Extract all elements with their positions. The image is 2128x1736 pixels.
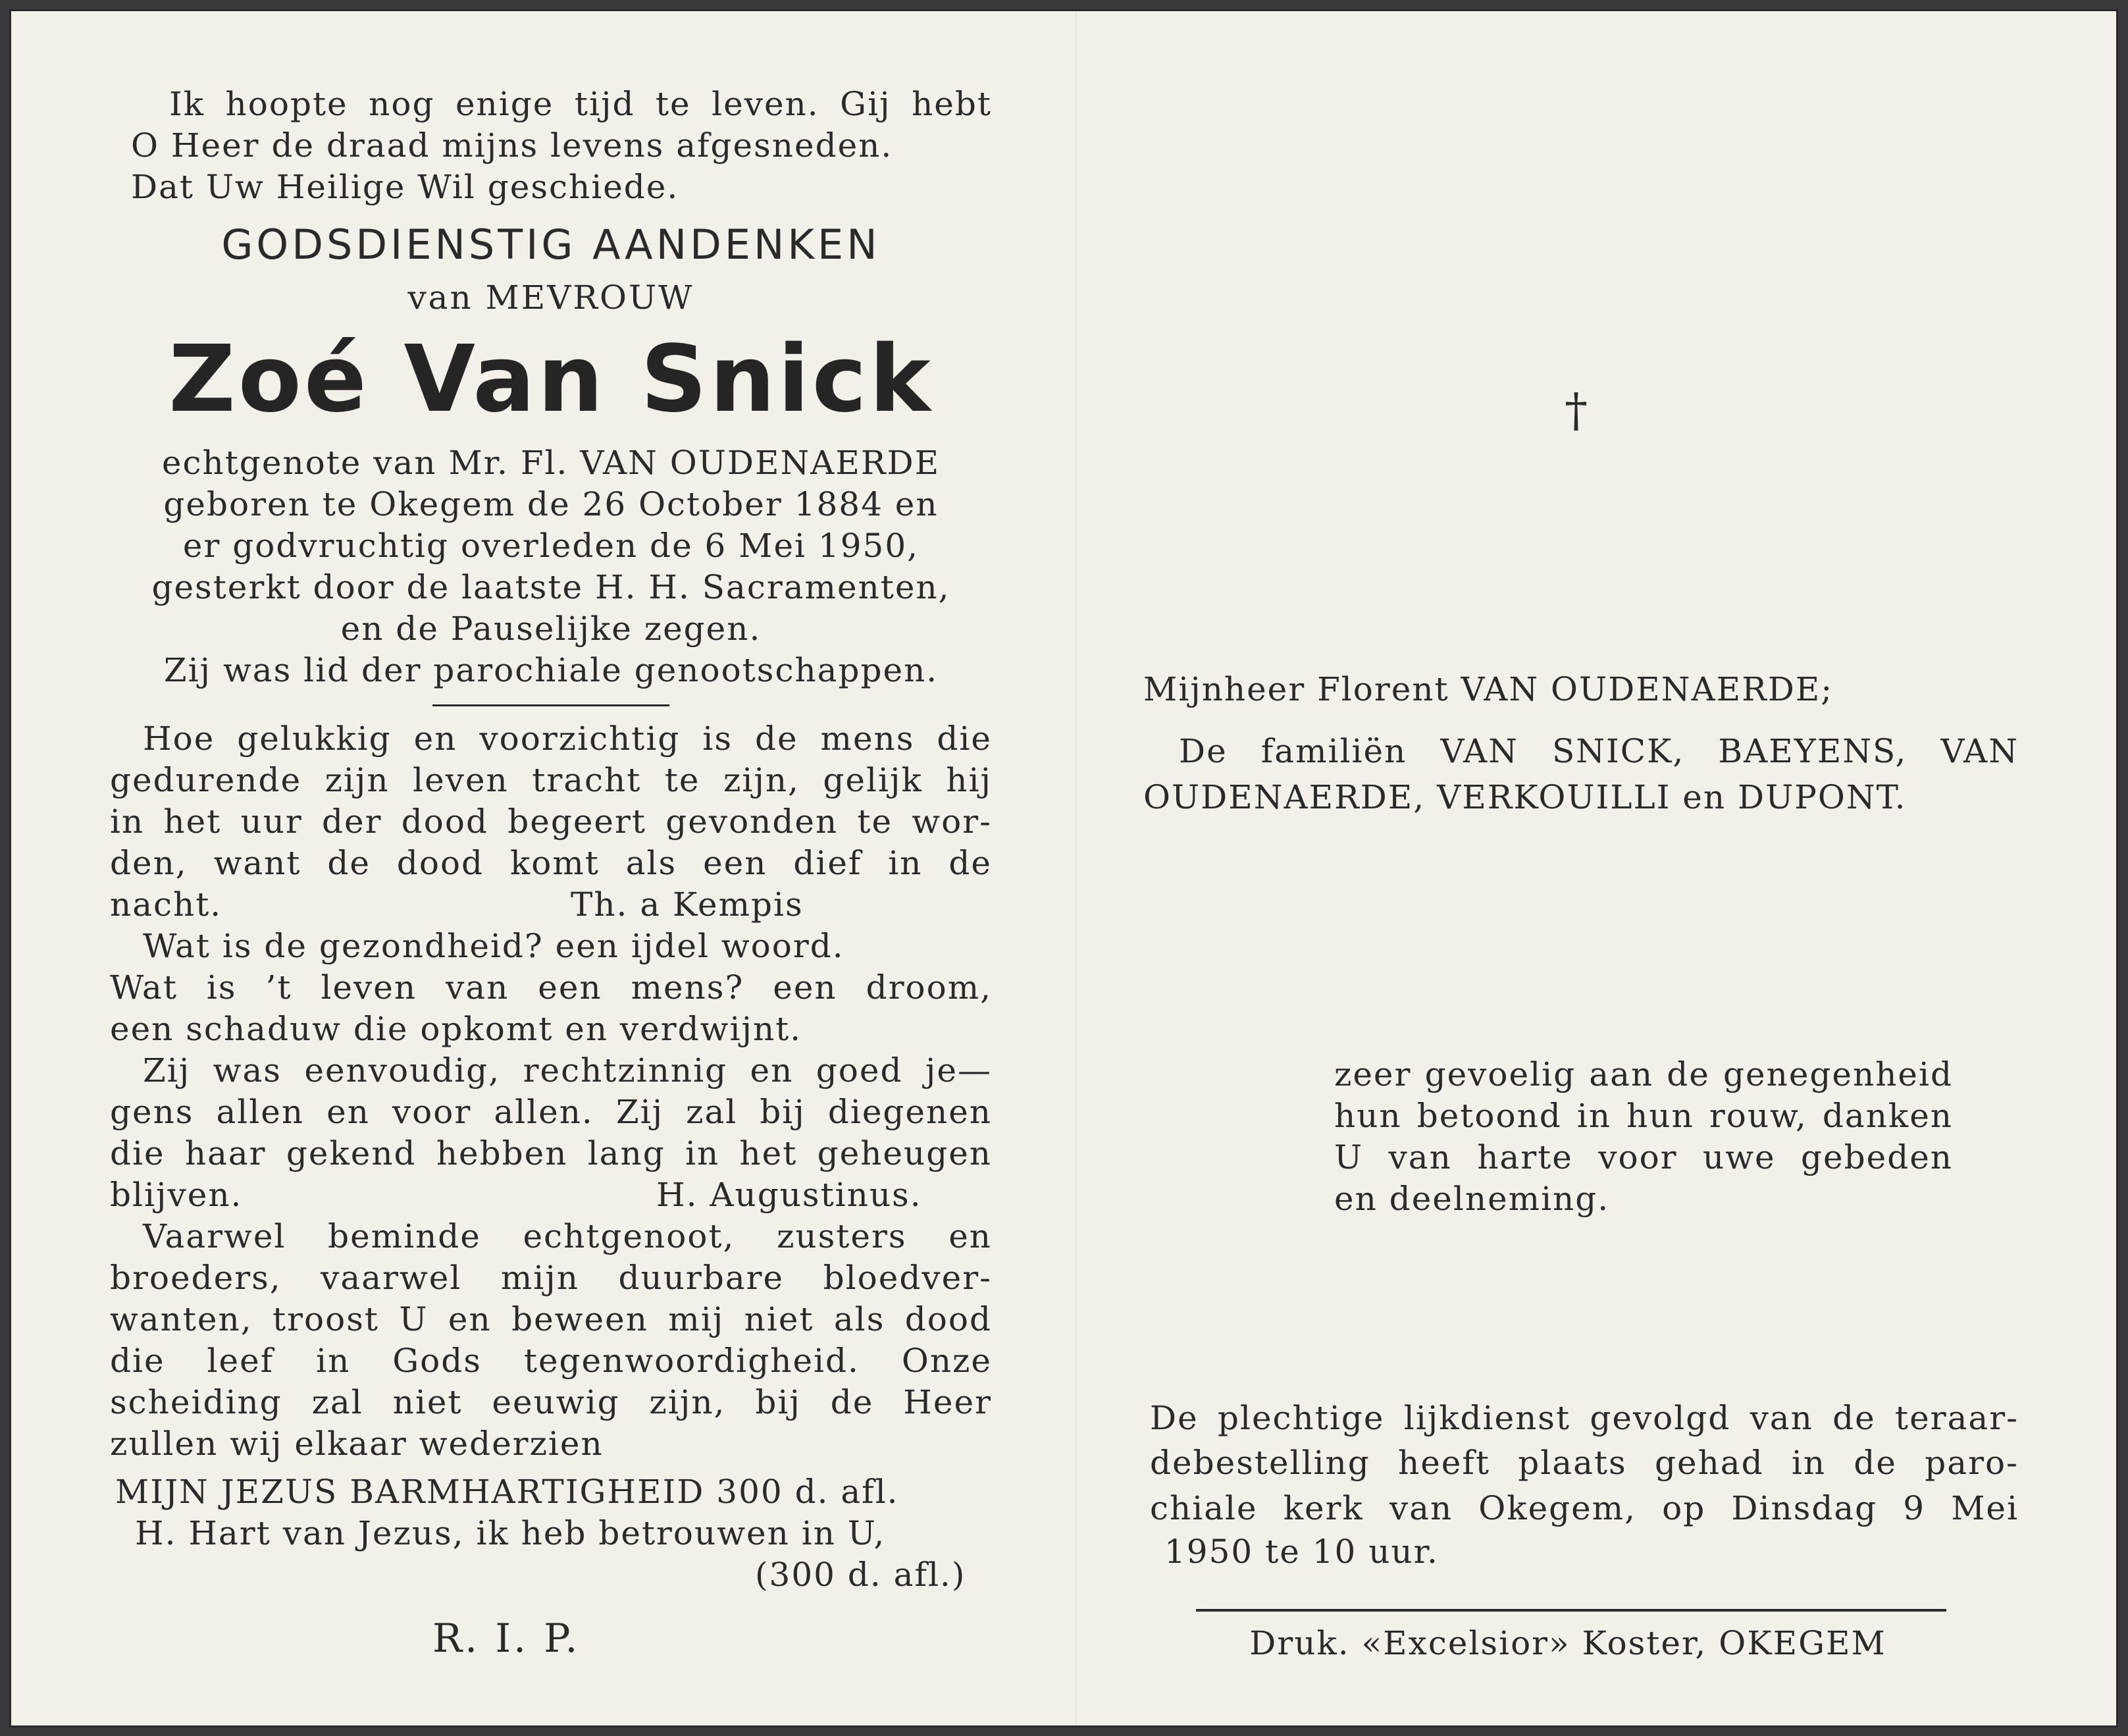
card-fold [1076,11,1077,1725]
prayer-aflaat: (300 d. afl.) [755,1556,966,1594]
bio-line: Zij was lid der parochiale genootschappen. [163,651,939,689]
funeral-line: chiale kerk van Okegem, op Dinsdag 9 Mei [1150,1489,2019,1527]
verse-line: Wat is de gezondheid? een ijdel woord. [143,927,844,965]
funeral-notice [1150,1398,2019,1573]
prayer-line: MIJN JEZUS BARMHARTIGHEID 300 d. afl. [115,1473,899,1511]
bio-line: geboren te Okegem de 26 October 1884 en [163,485,939,523]
thanks-line: zeer gevoelig aan de genegenheid [1334,1055,1953,1093]
thanks-text [1334,1054,1953,1220]
quote-line: Hoe gelukkig en voorzichtig is de mens die [143,720,992,758]
farewell-line: zullen wij elkaar wederzien [110,1425,604,1463]
augustinus-quote [110,1050,992,1216]
verse-line: O Heer de draad mijns levens afgesneden. [131,126,893,165]
quote-line: gedurende zijn leven tracht te zijn, gelijk hij [110,761,992,799]
rip: R. I. P. [432,1616,581,1662]
funeral-line: debestelling heeft plaats gehad in de paro- [1150,1444,2019,1482]
cross-icon: † [1565,383,1588,437]
quote-line: blijven. [110,1176,243,1214]
gezondheid-verse [110,926,992,1050]
thanks-line: hun betoond in hun rouw, danken [1334,1097,1953,1135]
farewell-line: broeders, vaarwel mijn duurbare bloedver- [110,1259,992,1297]
verse-line: Ik hoopte nog enige tijd te leven. Gij hebt [169,85,992,123]
bio-line: echtgenote van Mr. Fl. VAN OUDENAERDE [161,444,941,482]
funeral-line: De plechtige lijkdienst gevolgd van de teraar- [1150,1399,2019,1437]
kempis-quote [110,718,992,926]
family-line: De familiën VAN SNICK, BAEYENS, VAN [1179,732,2019,770]
printer-credit: Druk. «Excelsior» Koster, OKEGEM [1249,1624,1886,1662]
memorial-card [9,9,2118,1727]
quote-line: nacht. [110,885,222,924]
verse-line: een schaduw die opkomt en verdwijnt. [110,1010,802,1048]
quote-author: H. Augustinus. [656,1176,922,1214]
quote-line: die haar gekend hebben lang in het geheugen [110,1134,992,1172]
family-line: Mijnheer Florent VAN OUDENAERDE; [1143,670,1834,708]
thanks-line: en deelneming. [1334,1180,1610,1218]
left-panel [110,84,992,1668]
farewell-text [110,1216,992,1465]
bio-line: gesterkt door de laatste H. H. Sacramenten, [151,568,950,606]
quote-line: in het uur der dood begeert gevonden te wor- [110,802,992,841]
verse-line: Dat Uw Heilige Wil geschiede. [131,168,679,206]
bio-line: er godvruchtig overleden de 6 Mei 1950, [182,527,920,565]
family-list [1143,663,2019,817]
thanks-line: U van harte voor uwe gebeden [1334,1138,1953,1176]
quote-last-line [110,1174,992,1216]
opening-verse [110,84,992,208]
biography [110,442,992,691]
verse-line: Wat is ’t leven van een mens? een droom, [110,968,992,1007]
memorial-heading: GODSDIENSTIG AANDENKEN [221,221,881,269]
bio-line: en de Pauselijke zegen. [340,610,762,648]
deceased-name: Zoé Van Snick [169,326,933,433]
divider [1196,1609,1946,1612]
funeral-line: 1950 te 10 uur. [1164,1533,1439,1571]
quote-line: Zij was eenvoudig, rechtzinnig en goed je— [143,1051,992,1090]
van-mevrouw: van MEVROUW [407,278,694,317]
quote-line: gens allen en voor allen. Zij zal bij diegenen [110,1093,992,1131]
prayer-line: H. Hart van Jezus, ik heb betrouwen in U, [135,1514,886,1552]
right-panel [1143,11,2078,1725]
quote-line: den, want de dood komt als een dief in de [110,844,992,882]
indulgence-prayers [110,1471,992,1596]
farewell-line: die leef in Gods tegenwoordigheid. Onze [110,1342,992,1380]
divider [432,704,669,706]
farewell-line: wanten, troost U en beween mij niet als dood [110,1300,992,1338]
quote-author: Th. a Kempis [571,885,804,924]
family-line: OUDENAERDE, VERKOUILLI en DUPONT. [1143,778,1907,816]
farewell-line: scheiding zal niet eeuwig zijn, bij de Heer [110,1383,992,1421]
quote-last-line [110,884,992,926]
farewell-line: Vaarwel beminde echtgenoot, zusters en [143,1217,992,1255]
